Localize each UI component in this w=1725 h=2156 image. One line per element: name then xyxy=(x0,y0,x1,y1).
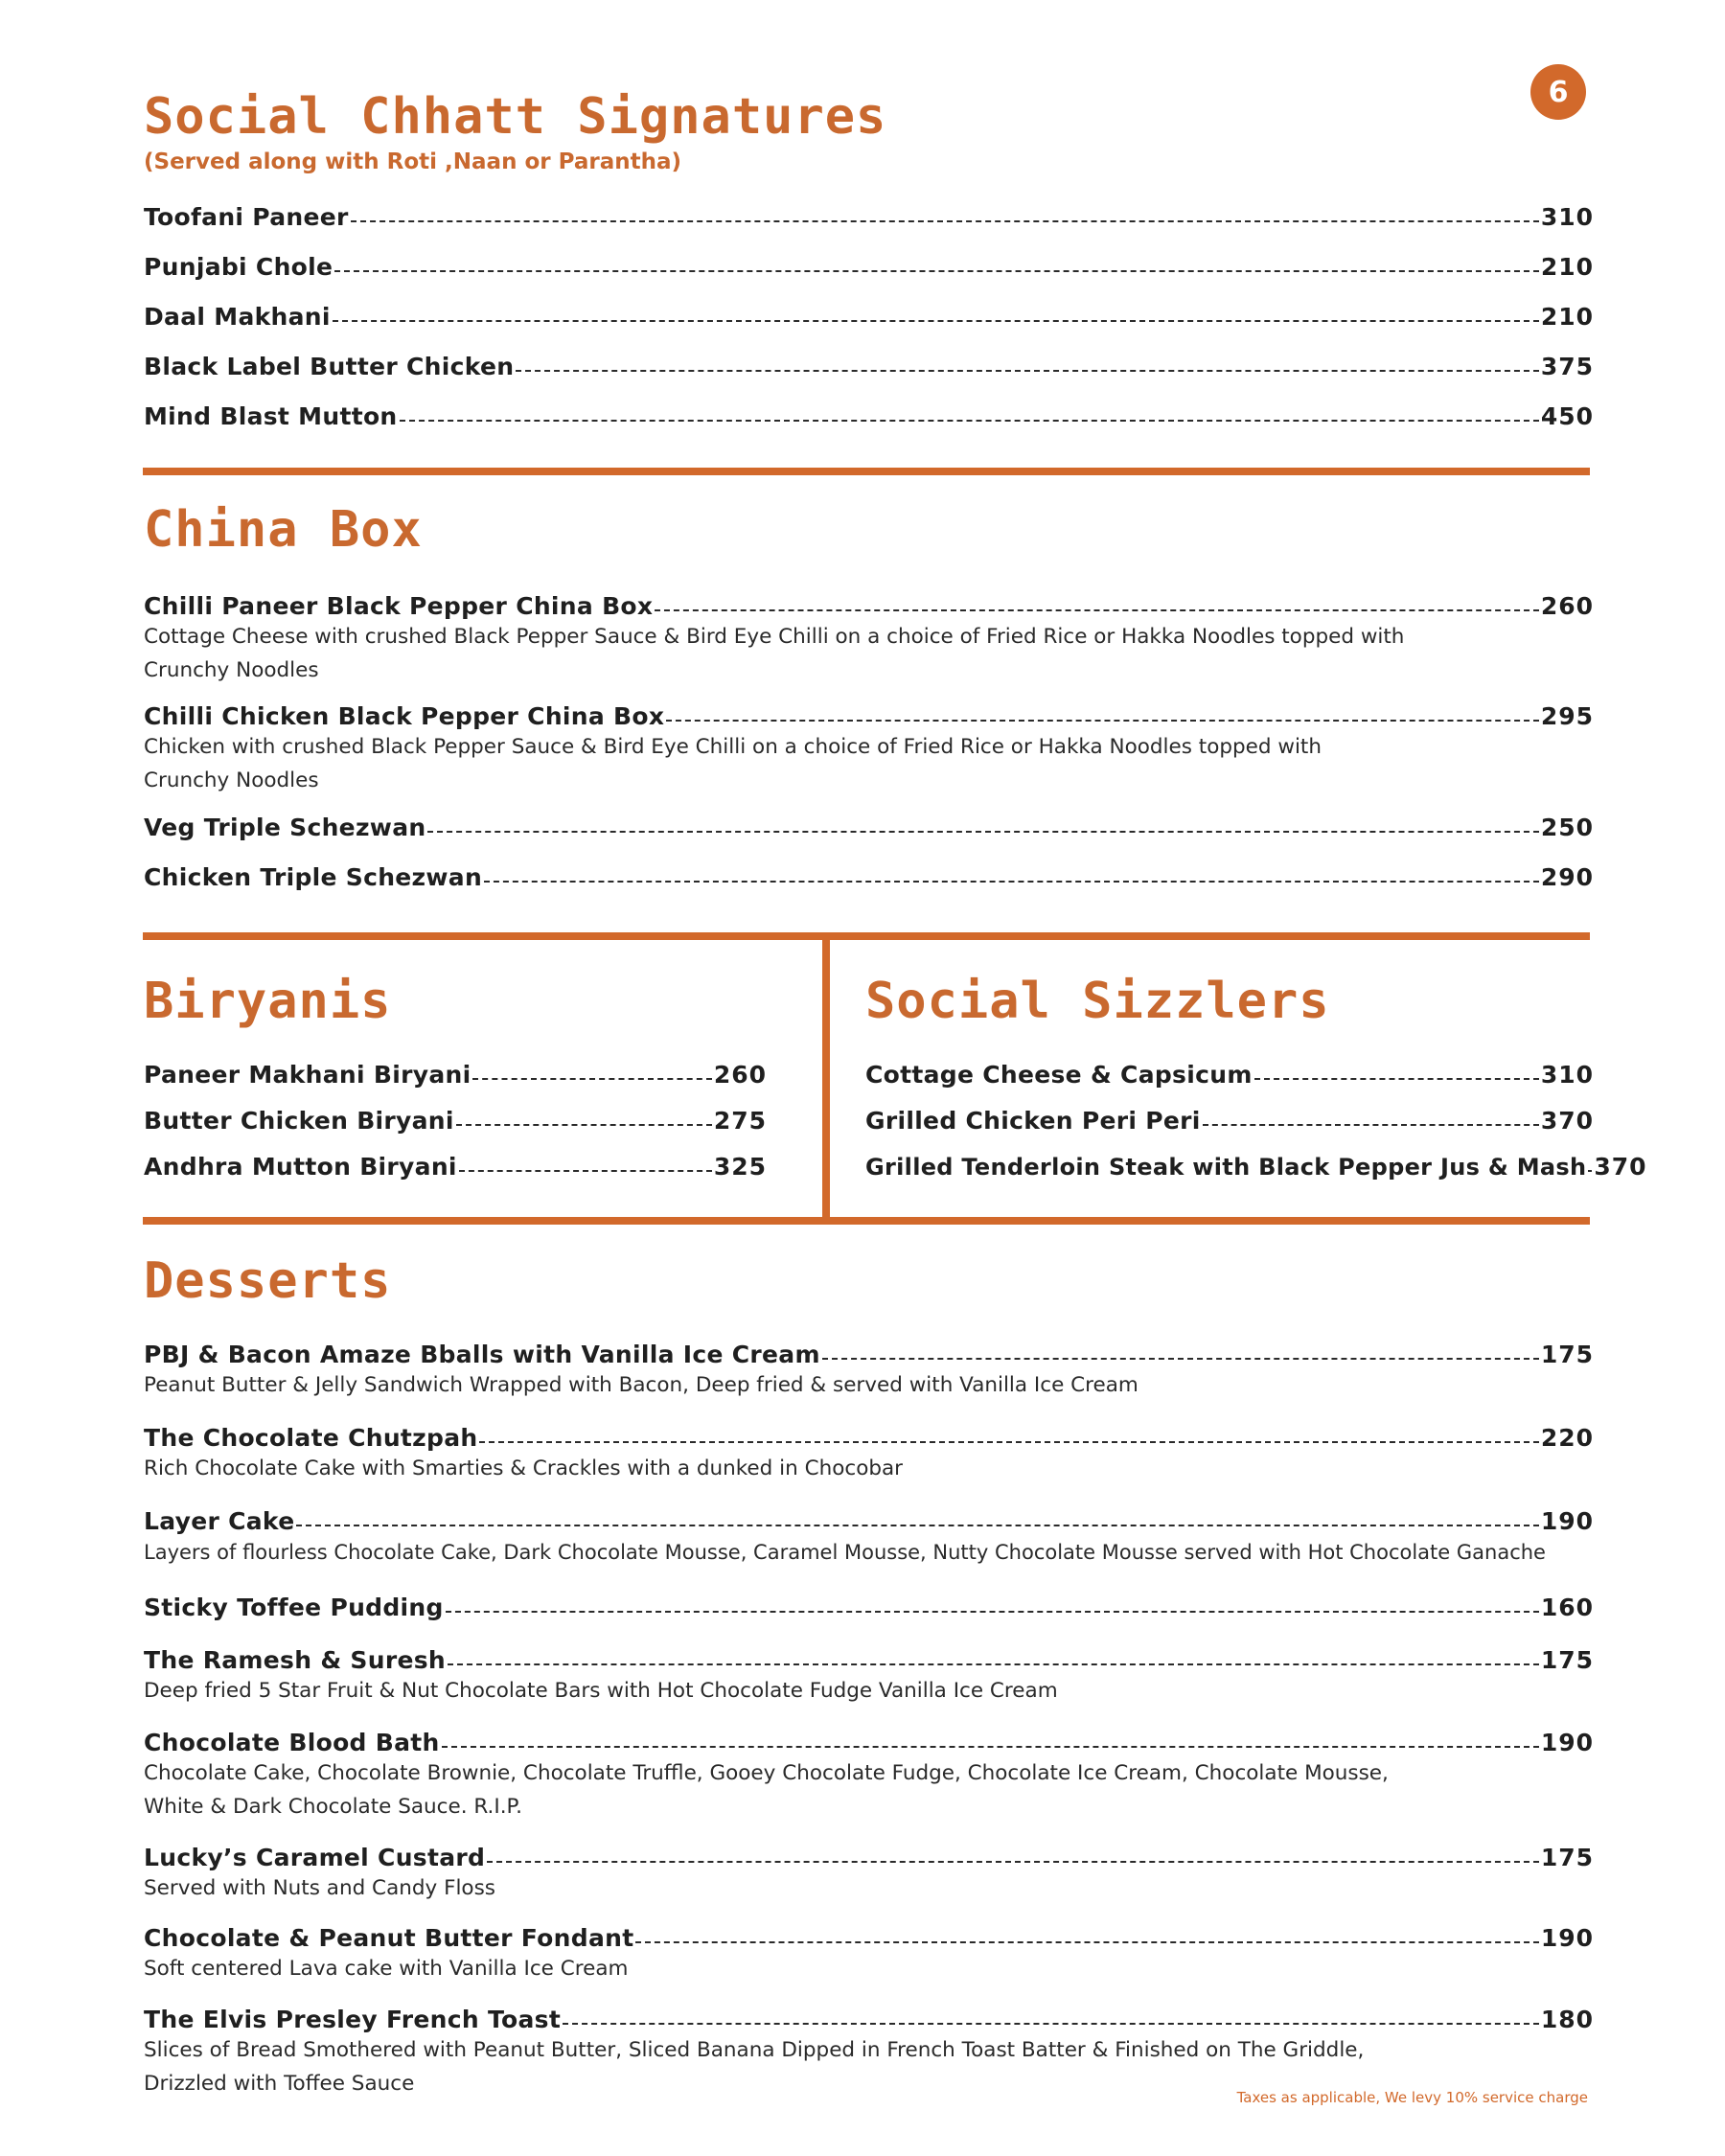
section-title-sizzlers: Social Sizzlers xyxy=(865,973,1330,1030)
menu-item xyxy=(144,303,1594,331)
item-price: 160 xyxy=(1540,1594,1594,1621)
item-price: 180 xyxy=(1540,2006,1594,2033)
menu-item xyxy=(144,1153,767,1181)
item-name: Mind Blast Mutton xyxy=(144,402,398,430)
dotted-leader xyxy=(563,2023,1539,2025)
item-name: Chilli Paneer Black Pepper China Box xyxy=(144,592,654,620)
item-name: Sticky Toffee Pudding xyxy=(144,1594,444,1621)
menu-item xyxy=(144,1341,1594,1402)
item-price: 375 xyxy=(1540,353,1594,380)
dotted-leader xyxy=(484,881,1539,883)
section-title-china-box: China Box xyxy=(144,501,423,559)
item-price: 310 xyxy=(1540,203,1594,231)
item-price: 220 xyxy=(1540,1424,1594,1452)
column-divider xyxy=(822,936,830,1221)
menu-item xyxy=(865,1107,1594,1135)
item-name: Butter Chicken Biryani xyxy=(144,1107,454,1135)
menu-item xyxy=(144,2006,1594,2100)
item-name: Cottage Cheese & Capsicum xyxy=(865,1061,1253,1089)
item-price: 450 xyxy=(1540,402,1594,430)
section-subtitle-signatures: (Served along with Roti ,Naan or Parantha) xyxy=(144,149,681,174)
item-name: PBJ & Bacon Amaze Bballs with Vanilla Ice Cream xyxy=(144,1341,820,1368)
item-description: Drizzled with Toffee Sauce xyxy=(144,2072,415,2096)
item-name: The Elvis Presley French Toast xyxy=(144,2006,562,2033)
section-divider xyxy=(143,468,1590,475)
item-price: 210 xyxy=(1540,253,1594,281)
item-name: Chicken Triple Schezwan xyxy=(144,863,483,891)
item-price: 310 xyxy=(1540,1061,1594,1089)
dotted-leader xyxy=(1254,1078,1539,1080)
menu-item xyxy=(144,1061,767,1089)
item-description: Served with Nuts and Candy Floss xyxy=(144,1876,495,1900)
menu-item xyxy=(144,1107,767,1135)
item-name: Lucky’s Caramel Custard xyxy=(144,1844,486,1871)
menu-item xyxy=(144,814,1594,841)
menu-item xyxy=(144,1424,1594,1485)
dotted-leader xyxy=(296,1525,1538,1526)
page-number-badge: 6 xyxy=(1530,64,1586,120)
item-price: 325 xyxy=(713,1153,767,1181)
item-description: White & Dark Chocolate Sauce. R.I.P. xyxy=(144,1795,523,1819)
item-price: 290 xyxy=(1540,863,1594,891)
dotted-leader xyxy=(635,1941,1538,1943)
dotted-leader xyxy=(666,720,1538,722)
menu-item xyxy=(144,402,1594,430)
menu-item xyxy=(865,1153,1647,1181)
menu-item xyxy=(144,1729,1594,1823)
menu-item xyxy=(144,863,1594,891)
item-price: 190 xyxy=(1540,1924,1594,1952)
tax-footnote: Taxes as applicable, We levy 10% service charge xyxy=(1236,2089,1588,2106)
item-description: Soft centered Lava cake with Vanilla Ice Cream xyxy=(144,1957,629,1981)
menu-item xyxy=(144,1646,1594,1708)
item-name: The Ramesh & Suresh xyxy=(144,1646,446,1674)
section-divider xyxy=(143,932,1590,940)
item-price: 260 xyxy=(1540,592,1594,620)
item-description: Crunchy Noodles xyxy=(144,768,319,792)
menu-item xyxy=(144,592,1594,687)
item-price: 175 xyxy=(1540,1341,1594,1368)
menu-item xyxy=(144,1594,1594,1621)
dotted-leader xyxy=(448,1663,1539,1665)
item-price: 175 xyxy=(1540,1844,1594,1871)
item-price: 190 xyxy=(1540,1729,1594,1756)
menu-item xyxy=(144,1844,1594,1905)
section-title-signatures: Social Chhatt Signatures xyxy=(144,88,887,146)
item-price: 370 xyxy=(1540,1107,1594,1135)
dotted-leader xyxy=(655,609,1538,611)
item-name: Daal Makhani xyxy=(144,303,331,331)
item-price: 295 xyxy=(1540,702,1594,730)
item-name: Black Label Butter Chicken xyxy=(144,353,515,380)
dotted-leader xyxy=(456,1124,712,1126)
item-description: Slices of Bread Smothered with Peanut Butter, Sliced Banana Dipped in French Toast Batter & Finished on The Griddle, xyxy=(144,2038,1365,2062)
item-description: Layers of flourless Chocolate Cake, Dark Chocolate Mousse, Caramel Mousse, Nutty Chocolate Mousse served with Hot Chocolate Ganache xyxy=(144,1541,1546,1564)
menu-item xyxy=(144,702,1594,797)
item-name: Chocolate Blood Bath xyxy=(144,1729,440,1756)
item-name: Andhra Mutton Biryani xyxy=(144,1153,457,1181)
item-price: 175 xyxy=(1540,1646,1594,1674)
item-name: Toofani Paneer xyxy=(144,203,349,231)
item-description: Crunchy Noodles xyxy=(144,658,319,682)
menu-item xyxy=(144,353,1594,380)
menu-item xyxy=(144,1924,1594,1985)
dotted-leader xyxy=(442,1746,1539,1748)
dotted-leader xyxy=(334,270,1539,272)
dotted-leader xyxy=(822,1358,1539,1360)
dotted-leader xyxy=(427,831,1538,833)
item-name: Chocolate & Peanut Butter Fondant xyxy=(144,1924,634,1952)
item-description: Chocolate Cake, Chocolate Brownie, Chocolate Truffle, Gooey Chocolate Fudge, Chocolate Ice Cream, Chocolate Mousse, xyxy=(144,1761,1389,1785)
menu-item xyxy=(144,203,1594,231)
item-name: Grilled Chicken Peri Peri xyxy=(865,1107,1201,1135)
dotted-leader xyxy=(400,420,1539,422)
dotted-leader xyxy=(1588,1170,1592,1172)
item-description: Chicken with crushed Black Pepper Sauce & Bird Eye Chilli on a choice of Fried Rice or Hakka Noodles topped with xyxy=(144,735,1322,759)
section-title-desserts: Desserts xyxy=(144,1252,392,1310)
item-name: Grilled Tenderloin Steak with Black Pepper Jus & Mash xyxy=(865,1154,1587,1181)
item-name: Layer Cake xyxy=(144,1507,295,1535)
item-description: Rich Chocolate Cake with Smarties & Crackles with a dunked in Chocobar xyxy=(144,1456,904,1480)
item-price: 190 xyxy=(1540,1507,1594,1535)
item-price: 370 xyxy=(1594,1153,1647,1181)
item-price: 275 xyxy=(713,1107,767,1135)
dotted-leader xyxy=(459,1170,712,1172)
item-name: Paneer Makhani Biryani xyxy=(144,1061,472,1089)
menu-item xyxy=(865,1061,1594,1089)
dotted-leader xyxy=(479,1441,1538,1443)
item-price: 210 xyxy=(1540,303,1594,331)
dotted-leader xyxy=(333,320,1539,322)
item-price: 250 xyxy=(1540,814,1594,841)
item-name: The Chocolate Chutzpah xyxy=(144,1424,478,1452)
dotted-leader xyxy=(446,1611,1539,1613)
dotted-leader xyxy=(472,1078,711,1080)
item-name: Veg Triple Schezwan xyxy=(144,814,426,841)
dotted-leader xyxy=(1203,1124,1539,1126)
item-description: Deep fried 5 Star Fruit & Nut Chocolate Bars with Hot Chocolate Fudge Vanilla Ice Cream xyxy=(144,1679,1058,1703)
dotted-leader xyxy=(487,1861,1539,1863)
menu-item xyxy=(144,253,1594,281)
item-name: Punjabi Chole xyxy=(144,253,334,281)
item-price: 260 xyxy=(713,1061,767,1089)
dotted-leader xyxy=(351,220,1539,222)
section-divider xyxy=(143,1217,1590,1225)
item-description: Peanut Butter & Jelly Sandwich Wrapped with Bacon, Deep fried & served with Vanilla Ice Cream xyxy=(144,1373,1138,1397)
item-description: Cottage Cheese with crushed Black Pepper Sauce & Bird Eye Chilli on a choice of Fried Rice or Hakka Noodles topped with xyxy=(144,625,1405,649)
menu-item xyxy=(144,1507,1594,1569)
item-name: Chilli Chicken Black Pepper China Box xyxy=(144,702,665,730)
section-title-biryanis: Biryanis xyxy=(144,973,392,1030)
dotted-leader xyxy=(516,370,1538,372)
